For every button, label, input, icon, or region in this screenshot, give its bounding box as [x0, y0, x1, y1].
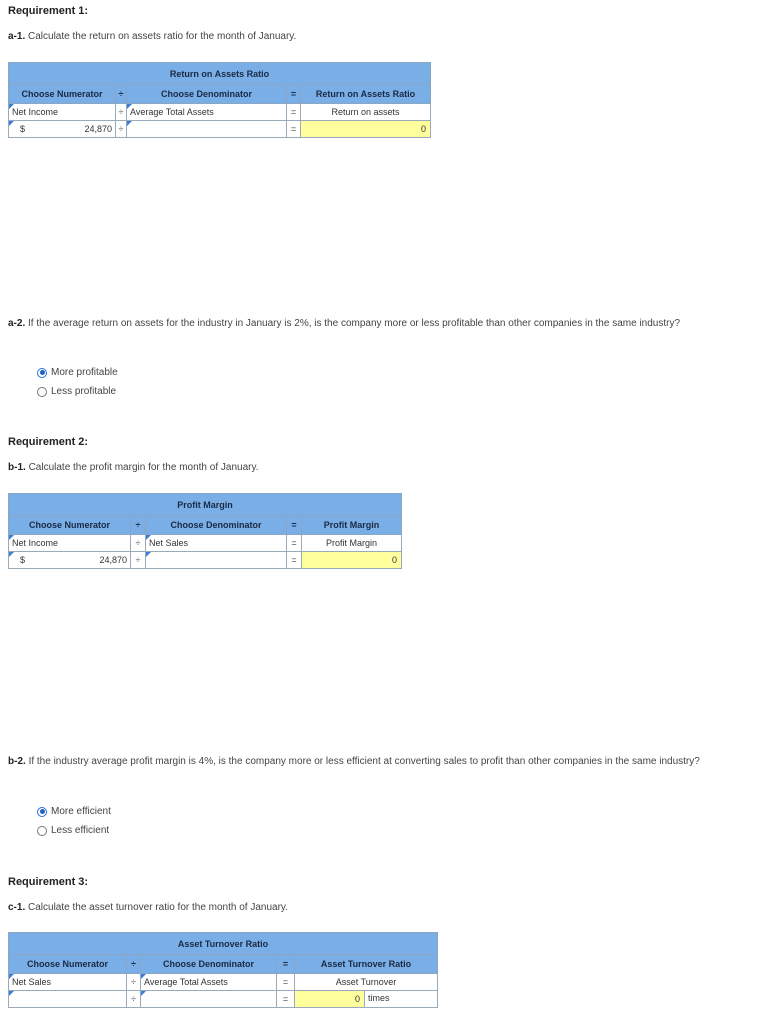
question-b1-text: Calculate the profit margin for the month of January.: [28, 462, 259, 473]
question-a1: [8, 31, 296, 43]
pm-result-label: Profit Margin: [302, 535, 402, 552]
pm-denominator-select[interactable]: Net Sales: [146, 535, 287, 552]
question-b2-text: If the industry average profit margin is 4%, is the company more or less efficient at converting sales to profit than other companies in the same industry?: [28, 756, 700, 767]
roa-result-label: Return on assets: [301, 104, 431, 121]
at-result-label: Asset Turnover: [295, 974, 438, 991]
roa-divide-sign-2: ÷: [116, 121, 127, 138]
radio-unselected-icon[interactable]: [37, 826, 47, 836]
radio-less-efficient[interactable]: [37, 825, 109, 836]
at-equals-sign-2: =: [277, 991, 295, 1008]
at-divide-sign-2: ÷: [127, 991, 141, 1008]
roa-numerator-value: 24,870: [84, 124, 112, 134]
question-a1-tag: a-1.: [8, 31, 26, 42]
pm-equals-header: =: [287, 516, 302, 535]
radio-label: More efficient: [51, 806, 111, 817]
radio-label: Less efficient: [51, 825, 110, 836]
profit-margin-table: [8, 493, 402, 569]
question-c1: [8, 902, 288, 914]
roa-table: [8, 62, 431, 138]
currency-symbol: $: [20, 555, 26, 565]
roa-denominator-select[interactable]: Average Total Assets: [127, 104, 287, 121]
roa-equals-sign-2: =: [287, 121, 301, 138]
question-b2-tag: b-2.: [8, 756, 26, 767]
at-result-cell: [295, 991, 438, 1008]
radio-unselected-icon[interactable]: [37, 387, 47, 397]
at-denominator-select[interactable]: Average Total Assets: [141, 974, 277, 991]
pm-divide-sign: ÷: [131, 535, 146, 552]
at-choose-denominator-header: Choose Denominator: [141, 955, 277, 974]
pm-equals-sign: =: [287, 535, 302, 552]
question-a2-tag: a-2.: [8, 318, 26, 329]
at-divide-sign: ÷: [127, 974, 141, 991]
radio-label: More profitable: [51, 367, 118, 378]
pm-numerator-value: 24,870: [99, 555, 127, 565]
requirement-3-heading: Requirement 3:: [8, 876, 89, 888]
roa-equals-sign: =: [287, 104, 301, 121]
pm-divide-header: ÷: [131, 516, 146, 535]
at-choose-numerator-header: Choose Numerator: [9, 955, 127, 974]
radio-more-profitable[interactable]: [37, 367, 118, 378]
roa-choose-numerator-header: Choose Numerator: [9, 85, 116, 104]
roa-table-title: Return on Assets Ratio: [9, 63, 431, 85]
pm-choose-denominator-header: Choose Denominator: [146, 516, 287, 535]
requirement-2-heading: Requirement 2:: [8, 436, 89, 448]
at-result-header: Asset Turnover Ratio: [295, 955, 438, 974]
radio-more-efficient[interactable]: [37, 806, 111, 817]
question-c1-text: Calculate the asset turnover ratio for the month of January.: [28, 902, 288, 913]
roa-divide-sign: ÷: [116, 104, 127, 121]
question-b2: [8, 756, 708, 768]
at-result-value: 0: [295, 991, 365, 1007]
at-equals-sign: =: [277, 974, 295, 991]
at-denominator-input[interactable]: [141, 991, 277, 1008]
question-b1: [8, 462, 259, 474]
at-divide-header: ÷: [127, 955, 141, 974]
question-a2-text: If the average return on assets for the industry in January is 2%, is the company more or less profitable than other companies in the same industry?: [28, 318, 681, 329]
pm-numerator-select[interactable]: Net Income: [9, 535, 131, 552]
roa-equals-header: =: [287, 85, 301, 104]
at-table-title: Asset Turnover Ratio: [9, 933, 438, 955]
roa-denominator-input[interactable]: [127, 121, 287, 138]
at-result-unit: times: [368, 993, 390, 1004]
radio-selected-icon[interactable]: [37, 807, 47, 817]
at-numerator-select[interactable]: Net Sales: [9, 974, 127, 991]
roa-result-header: Return on Assets Ratio: [301, 85, 431, 104]
pm-result-value: 0: [302, 552, 402, 569]
roa-numerator-select[interactable]: Net Income: [9, 104, 116, 121]
pm-result-header: Profit Margin: [302, 516, 402, 535]
roa-choose-denominator-header: Choose Denominator: [127, 85, 287, 104]
pm-numerator-input[interactable]: [9, 552, 131, 569]
pm-choose-numerator-header: Choose Numerator: [9, 516, 131, 535]
roa-numerator-input[interactable]: [9, 121, 116, 138]
question-a1-text: Calculate the return on assets ratio for the month of January.: [28, 31, 297, 42]
asset-turnover-table: [8, 932, 438, 1008]
question-b1-tag: b-1.: [8, 462, 26, 473]
roa-divide-header: ÷: [116, 85, 127, 104]
radio-less-profitable[interactable]: [37, 386, 116, 397]
question-a2: [8, 318, 708, 330]
currency-symbol: $: [20, 124, 26, 134]
radio-selected-icon[interactable]: [37, 368, 47, 378]
roa-result-value: 0: [301, 121, 431, 138]
pm-denominator-input[interactable]: [146, 552, 287, 569]
pm-equals-sign-2: =: [287, 552, 302, 569]
pm-table-title: Profit Margin: [9, 494, 402, 516]
radio-label: Less profitable: [51, 386, 117, 397]
at-numerator-input[interactable]: [9, 991, 127, 1008]
question-c1-tag: c-1.: [8, 902, 26, 913]
requirement-1-heading: Requirement 1:: [8, 5, 89, 17]
at-equals-header: =: [277, 955, 295, 974]
pm-divide-sign-2: ÷: [131, 552, 146, 569]
